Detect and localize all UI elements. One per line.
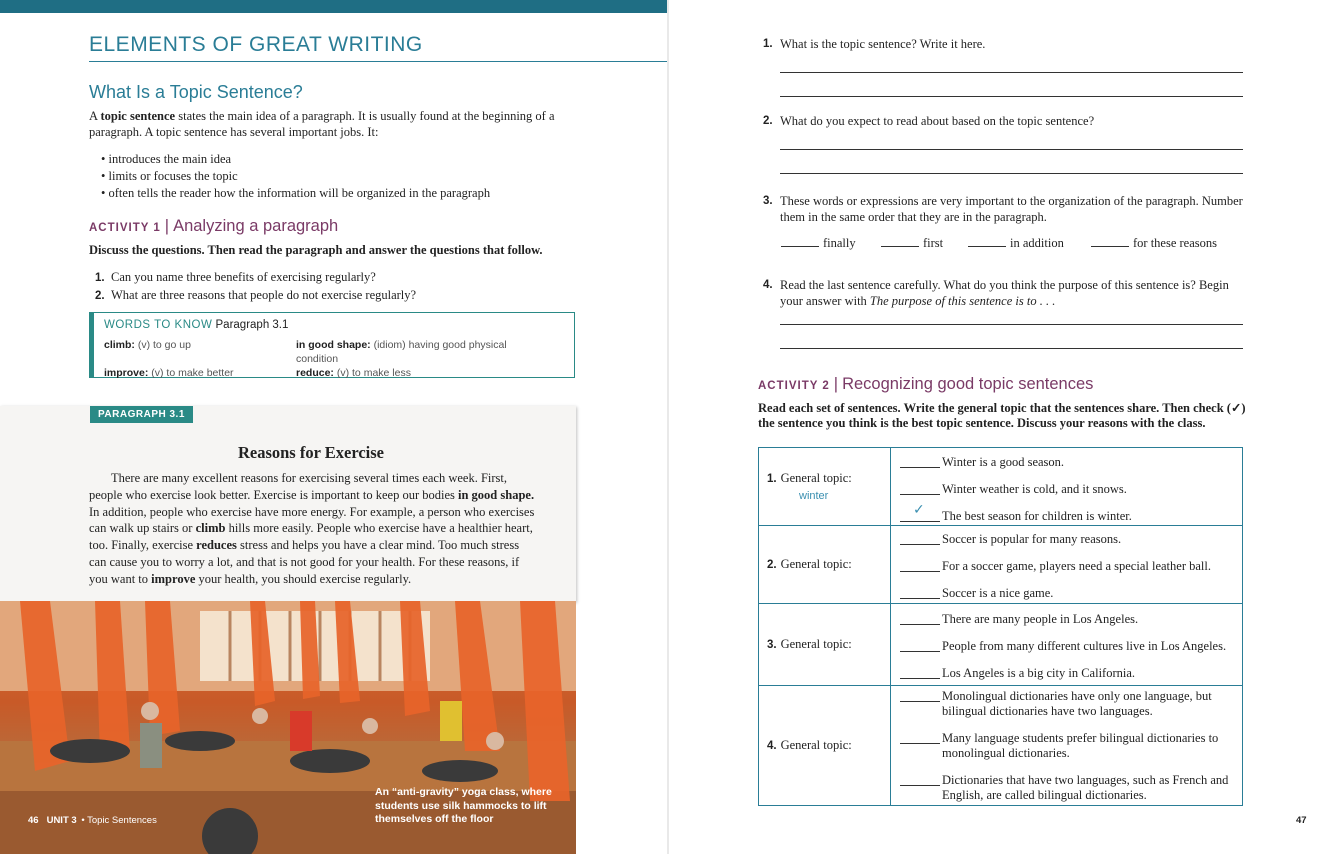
order-item[interactable] <box>881 236 943 251</box>
sentence-text: Winter weather is cold, and it snows. <box>942 481 1127 496</box>
general-topic-cell[interactable] <box>759 604 891 686</box>
sentence-text: There are many people in Los Angeles. <box>942 612 1139 626</box>
right-page-number: 47 <box>1296 815 1307 826</box>
words-to-know-entries <box>104 338 564 380</box>
sentence-option[interactable] <box>891 586 1242 601</box>
sentences-cell <box>891 448 1243 526</box>
check-blank[interactable] <box>900 532 940 545</box>
activity-2-heading: ACTIVITY 2 | Recognizing good topic sentences <box>758 375 1094 393</box>
order-item-label: first <box>923 236 944 250</box>
question-number: 1. <box>95 272 105 284</box>
question-text <box>780 277 1243 309</box>
sentence-text: People from many different cultures live in Los Angeles. <box>942 639 1227 653</box>
words-to-know-box <box>89 312 575 378</box>
table-row <box>759 604 1243 686</box>
answer-line[interactable] <box>780 324 1243 325</box>
check-blank[interactable] <box>900 559 940 572</box>
intro-text-pre: A <box>89 109 101 123</box>
activity-1-directions: Discuss the questions. Then read the paragraph and answer the questions that follow. <box>89 243 543 257</box>
check-blank[interactable] <box>900 666 940 679</box>
sentence-text: Soccer is a nice game. <box>942 586 1054 600</box>
order-item-label: in addition <box>1010 236 1064 250</box>
paragraph-text: In addition, people who exercise have more energy. For example, a person who exercises can walk up stairs or <box>89 504 535 536</box>
intro-text-post: states the main idea of a paragraph. It is usually found at the beginning of a paragraph. A topic sentence has several important jobs. It: <box>89 109 555 139</box>
paragraph-text: There are many excellent reasons for exercising several times each week. First, people who exercise look better. Exercise is important to keep our bodies <box>89 471 508 502</box>
sentence-text: Soccer is popular for many reasons. <box>942 532 1122 546</box>
vocab-entry <box>296 366 546 380</box>
table-row <box>759 526 1243 604</box>
vocab-definition: (idiom) having good physical condition <box>296 339 507 365</box>
vocab-entry <box>104 366 296 380</box>
vocab-entry <box>296 338 546 366</box>
paragraph-text: stress and helps you have a clear mind. Too much stress can cause you to worry a lot, and that is not good for your health. For these reasons, if you want to <box>89 538 520 586</box>
sentence-option[interactable] <box>891 559 1242 574</box>
activity-1-heading: ACTIVITY 1 | Analyzing a paragraph <box>89 217 339 235</box>
sentence-text: Monolingual dictionaries have only one language, but bilingual dictionaries have two languages. <box>942 688 1212 718</box>
check-blank[interactable] <box>900 482 940 495</box>
list-item <box>95 287 416 305</box>
topic-sentence-table <box>758 447 1243 806</box>
question-1 <box>763 36 1243 52</box>
order-blank[interactable] <box>781 246 819 247</box>
sentences-cell <box>891 604 1243 686</box>
list-item: • often tells the reader how the information will be organized in the paragraph <box>101 185 490 202</box>
vocab-definition: (v) to make better <box>151 367 234 379</box>
general-topic-answer: winter <box>799 490 829 502</box>
sentence-option[interactable] <box>891 612 1242 627</box>
order-item[interactable] <box>1091 236 1217 251</box>
vocab-word: in good shape: <box>296 339 371 351</box>
answer-line[interactable] <box>780 96 1243 97</box>
header-color-bar <box>0 0 667 13</box>
words-to-know-heading <box>104 319 564 331</box>
page-heading: What Is a Topic Sentence? <box>89 82 303 102</box>
vocab-highlight: improve <box>151 571 196 586</box>
page-number: 46 <box>28 815 39 826</box>
general-topic-label: General topic: <box>780 637 852 651</box>
set-number: 4. <box>767 740 777 752</box>
question-number: 2. <box>95 290 105 302</box>
order-item-label: finally <box>823 236 856 250</box>
general-topic-cell[interactable] <box>759 448 891 526</box>
vocab-definition: (v) to go up <box>137 339 191 351</box>
folio-separator: • <box>81 815 85 826</box>
order-item-label: for these reasons <box>1133 236 1217 250</box>
set-number: 2. <box>767 559 777 571</box>
table-row <box>759 686 1243 806</box>
question-number: 4. <box>763 279 773 291</box>
sentence-text: Winter is a good season. <box>942 454 1065 469</box>
vocab-highlight: in good shape. <box>458 487 535 502</box>
question-text: What are three reasons that people do not exercise regularly? <box>111 288 417 302</box>
check-blank[interactable] <box>900 501 940 522</box>
sentence-option[interactable] <box>891 639 1242 654</box>
check-blank[interactable] <box>900 639 940 652</box>
sentences-cell <box>891 526 1243 604</box>
activity-1-title: Analyzing a paragraph <box>173 217 339 235</box>
check-blank[interactable] <box>900 612 940 625</box>
set-number: 1. <box>767 473 777 485</box>
question-number: 1. <box>763 38 773 50</box>
sentence-option[interactable] <box>891 482 1242 497</box>
question-text-plain: Read the last sentence carefully. What do you think the purpose of this sentence is? Begin your answer with <box>780 278 1229 308</box>
answer-line[interactable] <box>780 149 1243 150</box>
unit-title: Topic Sentences <box>87 815 157 826</box>
question-text: What is the topic sentence? Write it here. <box>780 37 986 51</box>
check-blank[interactable] <box>900 455 940 468</box>
question-4 <box>763 277 1243 309</box>
general-topic-label: General topic: <box>780 557 852 571</box>
unit-label: UNIT 3 <box>46 815 77 826</box>
paragraph-body <box>89 470 537 588</box>
order-item[interactable] <box>968 236 1064 251</box>
intro-term: topic sentence <box>100 109 176 123</box>
paragraph-text: your health, you should exercise regularly. <box>195 571 412 586</box>
table-row <box>759 448 1243 526</box>
question-text: These words or expressions are very important to the organization of the paragraph. Number them in the same order that they are in the paragraph. <box>780 194 1243 224</box>
question-text-italic: The purpose of this sentence is to . . . <box>869 294 1056 308</box>
sentence-option[interactable] <box>891 773 1234 803</box>
list-item: • limits or focuses the topic <box>101 168 490 185</box>
list-item: • introduces the main idea <box>101 151 490 168</box>
order-item[interactable] <box>781 236 856 251</box>
activity-2-directions: Read each set of sentences. Write the general topic that the sentences share. Then check (✓) the sentence you think is the best topic sentence. Discuss your reasons with the class. <box>758 401 1246 430</box>
photo-caption: An “anti-gravity” yoga class, where students use silk hammocks to lift themselves off the floor <box>375 786 552 825</box>
general-topic-cell[interactable] <box>759 526 891 604</box>
sentence-option[interactable] <box>891 689 1234 719</box>
words-to-know-ref: Paragraph 3.1 <box>215 319 289 331</box>
activity-1-questions <box>95 269 416 305</box>
topic-sentence-jobs-list <box>101 151 490 202</box>
question-2 <box>763 113 1243 129</box>
list-item <box>95 269 416 287</box>
left-page-folio <box>28 815 157 826</box>
question-text: Can you name three benefits of exercising regularly? <box>111 270 376 284</box>
words-to-know-label: WORDS TO KNOW <box>104 319 213 331</box>
general-topic-label: General topic: <box>780 471 852 485</box>
sentences-cell <box>891 686 1243 806</box>
vocab-word: reduce: <box>296 367 334 379</box>
answer-line[interactable] <box>780 348 1243 349</box>
vocab-entry <box>104 338 296 366</box>
answer-line[interactable] <box>780 173 1243 174</box>
vocab-word: climb: <box>104 339 135 351</box>
sentence-text: Dictionaries that have two languages, such as French and English, are called bilingual dictionaries. <box>942 772 1229 802</box>
order-blank[interactable] <box>968 246 1006 247</box>
check-blank[interactable] <box>900 586 940 599</box>
sentence-text: Many language students prefer bilingual dictionaries to monolingual dictionaries. <box>942 730 1219 760</box>
sentence-option[interactable] <box>891 455 1242 470</box>
sentence-option[interactable] <box>891 666 1242 681</box>
activity-1-kicker: ACTIVITY 1 <box>89 222 161 234</box>
sentence-text: The best season for children is winter. <box>942 508 1132 523</box>
paragraph-text: hills more easily. People who exercise have a healthier heart, too. Finally, exercise <box>89 521 533 553</box>
section-title: ELEMENTS OF GREAT WRITING <box>89 33 667 62</box>
vocab-highlight: reduces <box>196 538 237 553</box>
question-3 <box>763 193 1243 225</box>
check-blank[interactable] <box>900 689 940 702</box>
paragraph-tag: PARAGRAPH 3.1 <box>90 406 193 423</box>
order-blank[interactable] <box>881 246 919 247</box>
answer-line[interactable] <box>780 72 1243 73</box>
set-number: 3. <box>767 639 777 651</box>
paragraph-title: Reasons for Exercise <box>237 443 385 462</box>
activity-2-kicker: ACTIVITY 2 <box>758 380 830 392</box>
order-blank[interactable] <box>1091 246 1129 247</box>
check-mark: ✓ <box>913 501 925 518</box>
sentence-text: Los Angeles is a big city in California. <box>942 666 1136 680</box>
question-number: 2. <box>763 115 773 127</box>
sentence-text: For a soccer game, players need a special leather ball. <box>942 559 1211 573</box>
check-blank[interactable] <box>900 731 940 744</box>
general-topic-cell[interactable] <box>759 686 891 806</box>
vocab-definition: (v) to make less <box>336 367 411 379</box>
sentence-option[interactable] <box>891 731 1234 761</box>
check-blank[interactable] <box>900 773 940 786</box>
question-number: 3. <box>763 195 773 207</box>
activity-2-title: Recognizing good topic sentences <box>842 375 1094 393</box>
general-topic-label: General topic: <box>780 738 852 752</box>
intro-paragraph <box>89 108 579 140</box>
sentence-option[interactable] <box>891 501 1242 524</box>
question-text: What do you expect to read about based on the topic sentence? <box>780 114 1095 128</box>
sentence-option[interactable] <box>891 532 1242 547</box>
vocab-highlight: climb <box>195 521 226 536</box>
vocab-word: improve: <box>104 367 149 379</box>
